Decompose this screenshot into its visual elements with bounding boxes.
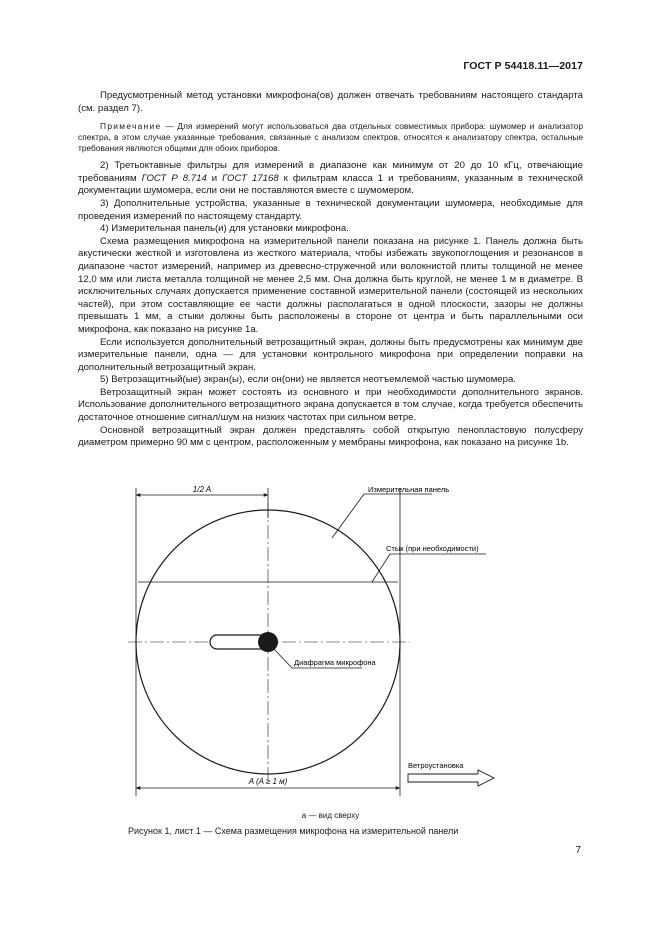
paragraph-panel-description: Схема размещения микрофона на измерительной панели показана на рисунке 1. Панель должна быть акустически жесткой и изготовлена из жесткого материала, чтобы избежать звукопоглощения и резонансов в диапазоне частот измерений, например из древесно-стружечной или волокнистой плиты толщиной не менее 12,0 мм или листа металла толщиной не менее 2,5 мм. Она должна быть круглой, не менее 1 м в диаметре. В исключительных случаях допускается применение составной измерительной панели (состоящей из нескольких частей), при этом составляющие ее части должны располагаться в одной плоскости, зазоры не должны превышать 1 мм, а стыки должны быть расположены в стороне от центра и быть параллельными оси микрофона, как показано на рисунке 1а. xyxy=(78,235,583,335)
paragraph-filters-text-b: и xyxy=(206,172,223,184)
paragraph-mic-mounting: Предусмотренный метод установки микрофона(ов) должен отвечать требованиям настоящего стандарта (см. раздел 7). xyxy=(78,90,583,114)
leader-joint xyxy=(372,554,390,582)
document-id: ГОСТ Р 54418.11—2017 xyxy=(463,60,583,72)
label-wind: Ветроустановка xyxy=(408,761,464,770)
paragraph-filters-text-a: 2) Третьоктавные фильтры для измерений в диапазоне как минимум от 20 до 10 кГц, отвечающие требованиям xyxy=(78,160,583,184)
leader-diaphragm xyxy=(273,648,292,668)
reference-gost-17168: ГОСТ 17168 xyxy=(222,172,279,184)
label-diaphragm: Диафрагма микрофона xyxy=(294,658,376,667)
figure-sublabel: а — вид сверху xyxy=(301,811,360,820)
paragraph-two-panels: Если используется дополнительный ветрозащитный экран, должны быть предусмотрены как минимум две измерительные панели, одна — для установки контрольного микрофона при определении поправки на дополнительный ветрозащитный экран. xyxy=(78,336,583,373)
note-label: Примечание xyxy=(100,121,162,132)
figure-caption: Рисунок 1, лист 1 — Схема размещения микрофона на измерительной панели xyxy=(128,826,459,836)
paragraph-main-windscreen: Основной ветрозащитный экран должен представлять собой открытую пенопластовую полусферу диаметром примерно 90 мм с центром, расположенным у мембраны микрофона, как показано на рисунке 1b. xyxy=(78,424,583,449)
paragraph-additional-devices: 3) Дополнительные устройства, указанные в технической документации шумомера, необходимые для проведения измерений по настоящему стандарту. xyxy=(78,197,583,222)
reference-gost-8714: ГОСТ Р 8.714 xyxy=(141,172,207,184)
label-joint: Стык (при необходимости) xyxy=(386,544,479,553)
page-number: 7 xyxy=(575,845,581,856)
paragraph-windscreen-item: 5) Ветрозащитный(ые) экран(ы), если он(они) не является неотъемлемой частью шумомера. xyxy=(100,374,516,386)
microphone-diaphragm xyxy=(258,632,278,652)
note-text: — Для измерений могут использоваться два отдельных совместимых прибора: шумомер и анализатор спектра, в этом случае указанные требования, связанные с анализом спектров, относятся к анализатору спектра, остальные требования являются общими для обоих приборов. xyxy=(78,121,583,154)
paragraph-windscreen-composition: Ветрозащитный экран может состоять из основного и при необходимости дополнительного экранов. Использование дополнительного ветрозащитного экрана допускается в том случае, когда требуется обеспечить достаточное отношение сигнал/шум на низких частотах при сильном ветре. xyxy=(78,386,583,424)
paragraph-filters xyxy=(78,160,583,198)
wind-arrow-icon xyxy=(408,770,494,786)
paragraph-filters-text-c: к фильтрам класса 1 и требованиям, указанным в технической документации шумомера, если они не поставляются вместе с шумомером. xyxy=(78,172,583,197)
note xyxy=(78,121,583,154)
paragraph-panel-item: 4) Измерительная панель(и) для установки микрофона. xyxy=(100,223,349,235)
diagram-svg xyxy=(118,478,508,816)
dimension-full-label: A (A ≥ 1 м) xyxy=(248,777,288,786)
dimension-half-label: 1/2 A xyxy=(192,485,212,494)
leader-panel xyxy=(332,494,364,538)
body-text xyxy=(78,90,583,450)
label-measurement-panel: Измерительная панель xyxy=(368,485,450,494)
figure-panel-diagram xyxy=(118,478,508,816)
